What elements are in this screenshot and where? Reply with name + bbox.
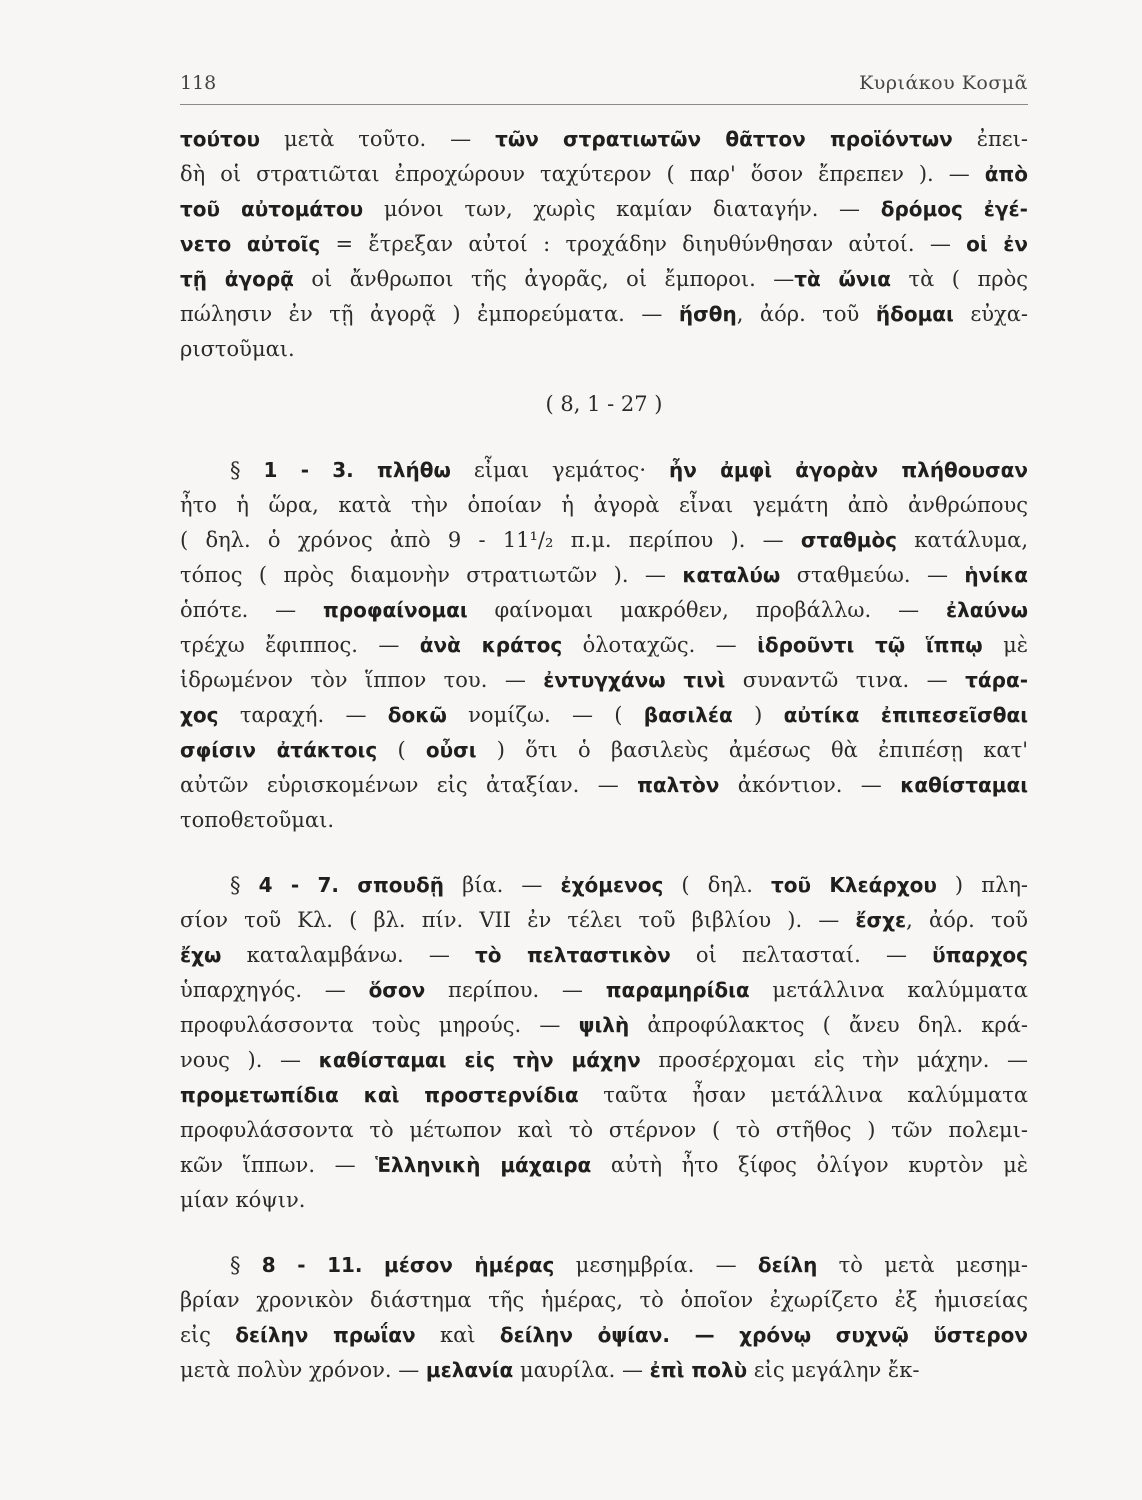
gloss-text: μὲ <box>982 633 1029 657</box>
lemma: ἀπὸ <box>984 162 1028 186</box>
lemma: ἐλαύνω <box>945 598 1028 622</box>
gloss-text: ) ὅτι ὁ βασιλεὺς ἀμέσως θὰ ἐπιπέσῃ κατ' <box>476 738 1028 762</box>
gloss-text: βία. — <box>444 873 561 897</box>
gloss-text: μετὰ πολὺν χρόνον. — <box>180 1358 426 1382</box>
lemma: ἡνίκα <box>964 563 1028 587</box>
page-header <box>180 70 1028 105</box>
lemma: τοῦ αὐτομάτου <box>180 197 364 221</box>
paragraph-4 <box>180 1248 1028 1388</box>
lemma: καταλύω <box>682 563 781 587</box>
lemma: σταθμὸς <box>800 528 898 552</box>
gloss-text: βρίαν χρονικὸν διάστημα τῆς ἡμέρας, τὸ ὁποῖον ἐχωρίζετο ἐξ ἡμισείας <box>180 1288 1028 1312</box>
lemma: δείλη <box>757 1253 818 1277</box>
text-line <box>180 332 1028 367</box>
lemma: τούτου <box>180 127 261 151</box>
gloss-text: τὸ μετὰ μεσημ- <box>817 1253 1028 1277</box>
gloss-text: = ἔτρεξαν αὐτοί : τροχάδην διηυθύνθησαν αὐτοί. — <box>320 232 967 256</box>
lemma: τὰ ὤνια <box>794 267 892 291</box>
lemma: οἱ ἐν <box>966 232 1029 256</box>
text-line <box>180 1008 1028 1043</box>
gloss-text: κατάλυμα, <box>897 528 1028 552</box>
gloss-text: οἱ πελτασταί. — <box>670 943 933 967</box>
gloss-text: εὐχα- <box>953 302 1028 326</box>
gloss-text: ἀκόντιον. — <box>719 773 901 797</box>
text-line <box>180 663 1028 698</box>
gloss-text: ὁπότε. — <box>180 598 323 622</box>
lemma: ἔσχε <box>855 908 907 932</box>
text-line <box>180 938 1028 973</box>
text-line <box>180 1078 1028 1113</box>
gloss-text: ἀπροφύλακτος ( ἄνευ δηλ. κρά- <box>629 1013 1028 1037</box>
text-line <box>180 297 1028 332</box>
text-line <box>180 523 1028 558</box>
text-line <box>180 1183 1028 1218</box>
paragraph-1 <box>180 122 1028 367</box>
gloss-text: εἰς μεγάλην ἔκ- <box>747 1358 920 1382</box>
running-title: Κυριάκου Κοσμᾶ <box>859 72 1028 94</box>
gloss-text: ταῦτα ἦσαν μετάλλινα καλύμματα <box>578 1083 1028 1107</box>
gloss-text: ἱδρωμένον τὸν ἵππον του. — <box>180 668 544 692</box>
gloss-text: ἦτο ἡ ὥρα, κατὰ τὴν ὁποίαν ἡ ἀγορὰ εἶναι γεμάτη ἀπὸ ἀνθρώπους <box>180 493 1028 517</box>
text-line <box>180 698 1028 733</box>
lemma: ὕπαρχος <box>932 943 1028 967</box>
gloss-text: δὴ οἱ στρατιῶται ἐπροχώρουν ταχύτερον ( παρ' ὅσον ἔπρεπεν ). — <box>180 162 985 186</box>
gloss-text: ( δηλ. ὁ χρόνος ἀπὸ 9 - 11¹/₂ π.μ. περίπου ). — <box>180 528 801 552</box>
text-line <box>180 157 1028 192</box>
gloss-text: ριστοῦμαι. <box>180 337 295 361</box>
lemma: δείλην πρωΐαν <box>235 1323 416 1347</box>
text-line <box>180 488 1028 523</box>
gloss-text: σταθμεύω. — <box>780 563 965 587</box>
lemma: 4 - 7. σπουδῇ <box>258 873 445 897</box>
gloss-text: μαυρίλα. — <box>513 1358 650 1382</box>
gloss-text: μετὰ τοῦτο. — <box>260 127 496 151</box>
lemma: Ἑλληνικὴ μάχαιρα <box>375 1153 592 1177</box>
gloss-text: τρέχω ἔφιππος. — <box>180 633 420 657</box>
gloss-text: ὁλοταχῶς. — <box>562 633 758 657</box>
gloss-text: καὶ <box>415 1323 500 1347</box>
gloss-text: πώλησιν ἐν τῇ ἀγορᾷ ) ἐμπορεύματα. — <box>180 302 679 326</box>
gloss-text: περίπου. — <box>425 978 606 1002</box>
gloss-text: προφυλάσσοντα τοὺς μηρούς. — <box>180 1013 579 1037</box>
lemma: νετο αὐτοῖς <box>180 232 321 256</box>
text-line <box>180 768 1028 803</box>
lemma: ψιλὴ <box>578 1013 630 1037</box>
text-line <box>180 558 1028 593</box>
gloss-text: νους ). — <box>180 1048 319 1072</box>
lemma: ἐντυγχάνω τινὶ <box>543 668 726 692</box>
gloss-text: μίαν κόψιν. <box>180 1188 306 1212</box>
lemma: τὸ πελταστικὸν <box>475 943 671 967</box>
lemma: ἀνὰ κράτος <box>419 633 563 657</box>
lemma: ἔχω <box>180 943 222 967</box>
section-marker: ( 8, 1 - 27 ) <box>545 392 663 416</box>
lemma: προφαίνομαι <box>322 598 468 622</box>
text-line <box>180 1148 1028 1183</box>
text-line <box>180 1318 1028 1353</box>
gloss-text: τόπος ( πρὸς διαμονὴν στρατιωτῶν ). — <box>180 563 683 587</box>
lemma: σφίσιν ἀτάκτοις <box>180 738 378 762</box>
text-line <box>180 868 1028 903</box>
gloss-text: σίον τοῦ Κλ. ( βλ. πίν. VII ἐν τέλει τοῦ βιβλίου ). — <box>180 908 856 932</box>
lemma: ἥσθη <box>678 302 737 326</box>
text-line <box>180 192 1028 227</box>
lemma: χος <box>180 703 219 727</box>
text-line <box>180 122 1028 157</box>
gloss-text: μεσημβρία. — <box>554 1253 758 1277</box>
text-line <box>180 1353 1028 1388</box>
lemma: τοῦ Κλεάρχου <box>770 873 937 897</box>
page-number: 118 <box>180 72 217 94</box>
lemma: παλτὸν <box>637 773 720 797</box>
gloss-text: συναντῶ τινα. — <box>725 668 966 692</box>
lemma: ἐχόμενος <box>560 873 664 897</box>
text-line <box>180 1043 1028 1078</box>
gloss-text: κῶν ἵππων. — <box>180 1153 376 1177</box>
text-line <box>180 903 1028 938</box>
text-line <box>180 227 1028 262</box>
lemma: τάρα- <box>965 668 1029 692</box>
lemma: καθίσταμαι <box>900 773 1028 797</box>
lemma: δοκῶ <box>387 703 447 727</box>
lemma: μελανία <box>425 1358 514 1382</box>
gloss-text: εἶμαι γεμάτος· <box>450 458 669 482</box>
gloss-text: § <box>230 873 259 897</box>
lemma: ἥδομαι <box>875 302 954 326</box>
text-line <box>180 262 1028 297</box>
gloss-text: ὑπαρχηγός. — <box>180 978 369 1002</box>
text-line <box>180 973 1028 1008</box>
gloss-text: οἱ ἄνθρωποι τῆς ἀγορᾶς, οἱ ἔμποροι. — <box>293 267 795 291</box>
text-line <box>180 628 1028 663</box>
gloss-text: προσέρχομαι εἰς τὴν μάχην. — <box>640 1048 1028 1072</box>
gloss-text: αὐτῶν εὑρισκομένων εἰς ἀταξίαν. — <box>180 773 638 797</box>
gloss-text: νομίζω. — ( <box>446 703 644 727</box>
text-line <box>180 453 1028 488</box>
gloss-text: καταλαμβάνω. — <box>221 943 476 967</box>
gloss-text: , ἀόρ. τοῦ <box>906 908 1029 932</box>
paragraph-2 <box>180 453 1028 838</box>
lemma: ἦν ἀμφὶ ἀγορὰν πλήθουσαν <box>668 458 1028 482</box>
gloss-text: μόνοι των, χωρὶς καμίαν διαταγήν. — <box>363 197 881 221</box>
lemma: παραμηρίδια <box>605 978 750 1002</box>
gloss-text: αὐτὴ ἦτο ξίφος ὀλίγον κυρτὸν μὲ <box>591 1153 1029 1177</box>
lemma: ὅσον <box>368 978 426 1002</box>
lemma: καθίσταμαι εἰς τὴν μάχην <box>318 1048 641 1072</box>
gloss-text: εἰς <box>180 1323 236 1347</box>
lemma: τῇ ἀγορᾷ <box>180 267 294 291</box>
gloss-text: ( δηλ. <box>663 873 771 897</box>
lemma: βασιλέα <box>643 703 733 727</box>
text-line <box>180 733 1028 768</box>
lemma: 1 - 3. πλήθω <box>263 458 451 482</box>
lemma: ἐπὶ πολὺ <box>649 1358 748 1382</box>
gloss-text: τοποθετοῦμαι. <box>180 808 334 832</box>
gloss-text: μετάλλινα καλύμματα <box>749 978 1028 1002</box>
gloss-text: ταραχή. — <box>218 703 388 727</box>
lemma: 8 - 11. μέσον ἡμέρας <box>261 1253 555 1277</box>
gloss-text: προφυλάσσοντα τὸ μέτωπον καὶ τὸ στέρνον ( τὸ στῆθος ) τῶν πολεμι- <box>180 1118 1028 1142</box>
gloss-text: τὰ ( πρὸς <box>891 267 1029 291</box>
lemma: τῶν στρατιωτῶν θᾶττον προϊόντων <box>495 127 953 151</box>
gloss-text: ἐπει- <box>952 127 1028 151</box>
paragraph-3 <box>180 868 1028 1218</box>
lemma: ἱδροῦντι τῷ ἵππῳ <box>757 633 983 657</box>
text-line <box>180 593 1028 628</box>
lemma: δείλην ὀψίαν. — χρόνῳ συχνῷ ὕστερον <box>499 1323 1028 1347</box>
gloss-text: ) <box>732 703 784 727</box>
gloss-text: § <box>230 1253 262 1277</box>
lemma: οὖσι <box>425 738 477 762</box>
text-line <box>180 1113 1028 1148</box>
gloss-text: φαίνομαι μακρόθεν, προβάλλω. — <box>467 598 946 622</box>
text-line <box>180 803 1028 838</box>
gloss-text: § <box>230 458 264 482</box>
text-line <box>180 1283 1028 1318</box>
gloss-text: ) πλη- <box>936 873 1028 897</box>
text-line <box>180 1248 1028 1283</box>
gloss-text: , ἀόρ. τοῦ <box>736 302 876 326</box>
lemma: δρόμος ἐγέ- <box>880 197 1028 221</box>
lemma: προμετωπίδια καὶ προστερνίδια <box>180 1083 579 1107</box>
lemma: αὐτίκα ἐπιπεσεῖσθαι <box>783 703 1028 727</box>
gloss-text: ( <box>377 738 426 762</box>
